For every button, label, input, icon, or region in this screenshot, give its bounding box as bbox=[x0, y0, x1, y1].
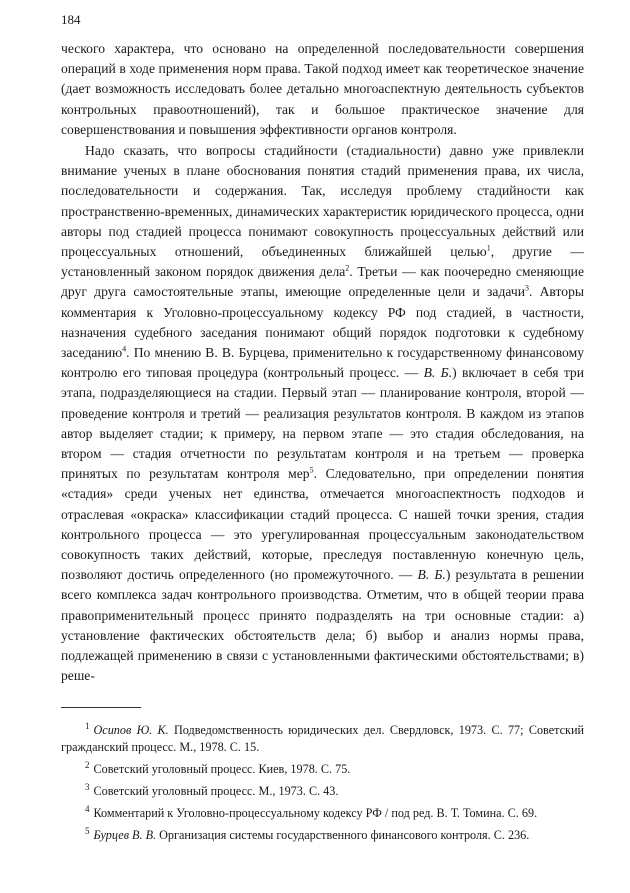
footnote-ref: 1 bbox=[486, 243, 491, 253]
paragraph bbox=[61, 39, 584, 140]
footnote-number: 5 bbox=[85, 825, 90, 836]
footnote-number: 2 bbox=[85, 759, 90, 770]
footnote-number: 1 bbox=[85, 720, 90, 731]
footnote bbox=[61, 722, 584, 756]
paragraph bbox=[61, 141, 584, 686]
text-run: ческого характера, что основано на определенной последовательности совершения операций в ходе применения норм права. Такой подход имеет как теоретическое значение (дает возможность исследовать более детально многоаспектную деятельность субъектов контрольных правоотношений), так и большое практическое значение для совершенствования и повышения эффективности органов контроля. bbox=[61, 41, 584, 137]
footnote bbox=[61, 761, 584, 778]
footnote-ref: 5 bbox=[309, 465, 314, 475]
text-run: . По мнению В. В. Бурцева, применительно к государственному финансовому контролю его типовая процедура (контрольный процесс. — bbox=[61, 345, 584, 381]
footnote-number: 4 bbox=[85, 803, 90, 814]
footnote-text: Комментарий к Уголовно-процессуальному кодексу РФ / под ред. В. Т. Томина. С. 69. bbox=[93, 806, 538, 820]
footnote bbox=[61, 827, 584, 844]
footnote-ref: 2 bbox=[345, 263, 350, 273]
text-run: . Третьи — как поочередно сменяющие друг друга самостоятельные этапы, имеющие определенные цели и задачи bbox=[61, 264, 584, 300]
body-text bbox=[61, 39, 584, 687]
text-run: ) результата в решении всего комплекса задач контрольного производства. Отметим, что в общей теории права правоприменительный процесс принято подразделять на три основные стадии: а) установление фактических обстоятельств дела; б) выбор и анализ нормы права, подлежащей применению в связи с установленными фактическими обстоятельствами; в) реше- bbox=[61, 567, 584, 684]
text-run: , другие — установленный законом порядок движения дела bbox=[61, 244, 584, 280]
footnote-author: Осипов Ю. К. bbox=[93, 723, 169, 737]
footnote-text: Организация системы государственного финансового контроля. С. 236. bbox=[156, 828, 530, 842]
footnote-number: 3 bbox=[85, 781, 90, 792]
footnote-separator bbox=[61, 707, 141, 708]
page-number: 184 bbox=[61, 12, 81, 27]
author-initials: В. Б. bbox=[417, 567, 446, 583]
text-run: Надо сказать, что вопросы стадийности (стадиальности) давно уже привлекли внимание ученых в плане обоснования понятия стадий применения права, их числа, последовательности и содержания. Так, исследуя проблему стадийности как пространственно-временных, динамических характеристик юридического процесса, одни авторы под стадией процесса понимают совокупность процессуальных действий или процессуальных отношений, объединенных ближайшей целью bbox=[61, 143, 584, 260]
footnote-text: Советский уголовный процесс. Киев, 1978. С. 75. bbox=[93, 762, 351, 776]
text-run: . Авторы комментария к Уголовно-процессуальному кодексу РФ под стадией, в частности, назначения судебного заседания понимают общий порядок подготовки к судебному заседанию bbox=[61, 284, 584, 361]
footnote-ref: 3 bbox=[524, 283, 529, 293]
footnote-ref: 4 bbox=[122, 344, 127, 354]
footnotes bbox=[61, 722, 584, 849]
text-run: ) включает в себя три этапа, подразделяющиеся на стадии. Первый этап — планирование контроля, второй — проведение контроля и третий — реализация результатов контроля. В каждом из этапов автор выделяет стадии; к примеру, на первом этапе — это стадия обследования, на втором — стадия отчетности по результатам контроля и на третьем — проверка принятых по результатам контроля мер bbox=[61, 365, 584, 482]
footnote-text: Подведомственность юридических дел. Свердловск, 1973. С. 77; Советский гражданский процесс. М., 1978. С. 15. bbox=[61, 723, 584, 754]
text-run: . Следовательно, при определении понятия «стадия» среди ученых нет единства, отмечается многоаспектность подходов и отраслевая «окраска» классификации стадий процесса. С нашей точки зрения, стадия контрольного процесса — это урегулированная процессуальным законодательством совокупность таких действий, которые, преследуя поставленную конечную цель, позволяют достичь определенного (но промежуточного. — bbox=[61, 466, 584, 583]
footnote-author: Бурцев В. В. bbox=[93, 828, 157, 842]
footnote bbox=[61, 805, 584, 822]
footnote bbox=[61, 783, 584, 800]
author-initials: В. Б. bbox=[423, 365, 453, 381]
footnote-text: Советский уголовный процесс. М., 1973. С. 43. bbox=[93, 784, 339, 798]
